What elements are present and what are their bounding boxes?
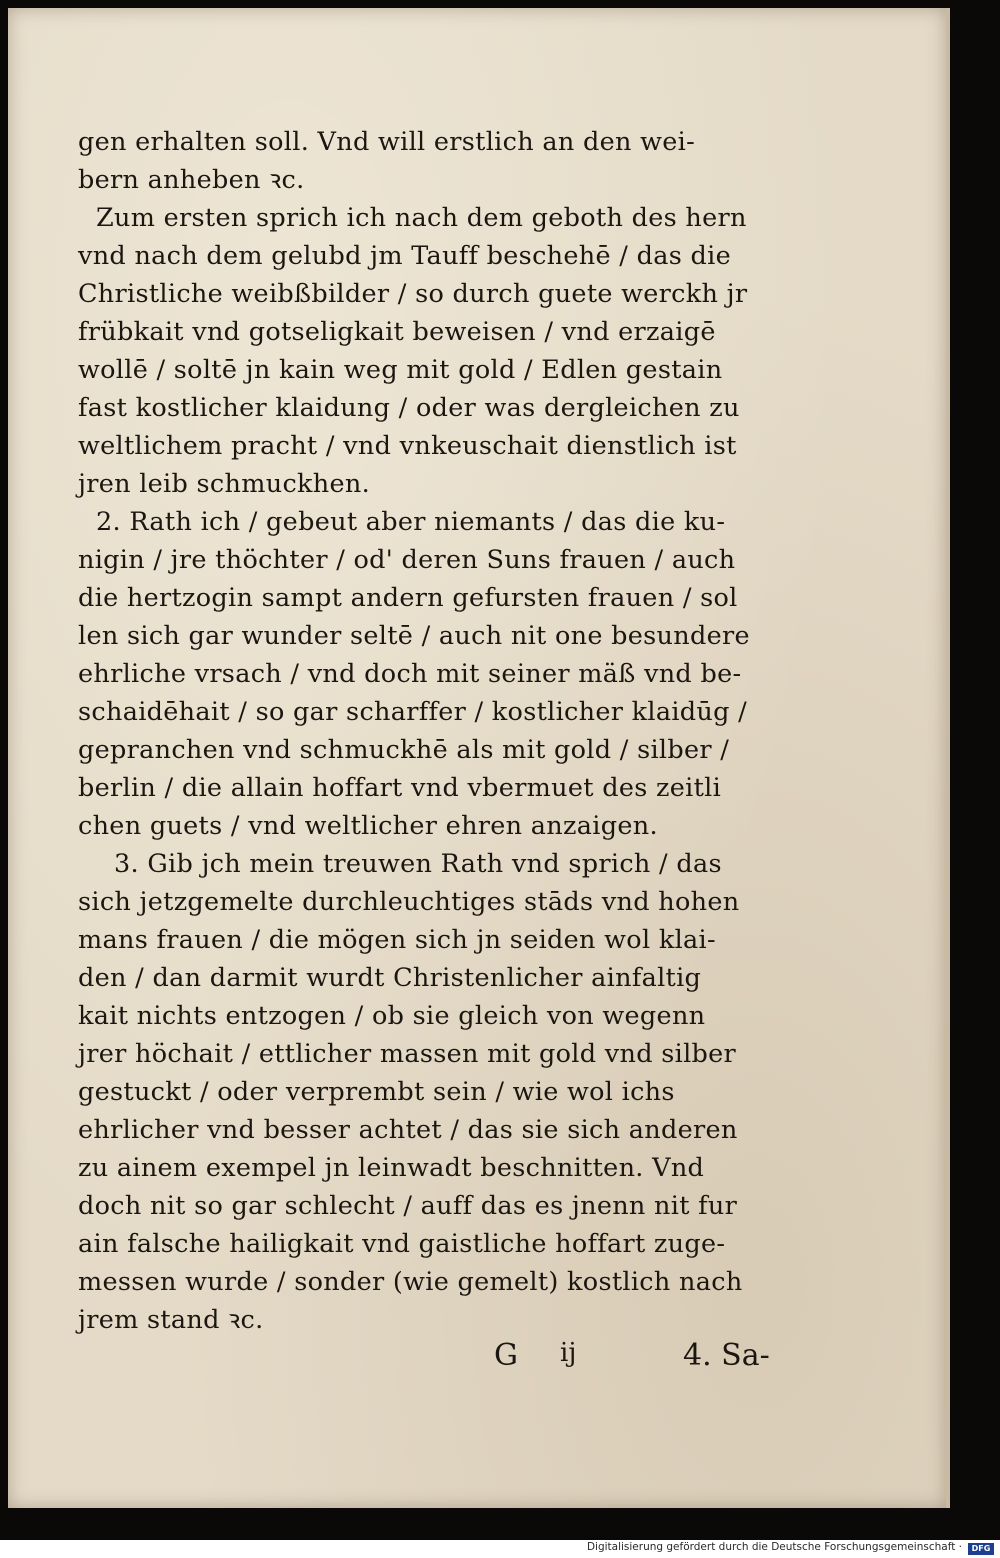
text-line: mans frauen / die mögen sich jn seiden wol klai- <box>78 925 716 955</box>
text-line: fast kostlicher klaidung / oder was dergleichen zu <box>78 393 740 423</box>
text-line: kait nichts entzogen / ob sie gleich von wegenn <box>78 1001 706 1031</box>
text-line: 3. Gib jch mein treuwen Rath vnd sprich / das <box>114 849 722 879</box>
digitization-credit: Digitalisierung gefördert durch die Deutsche Forschungsgemeinschaft · <box>586 1541 962 1553</box>
text-line: vnd nach dem gelubd jm Tauff beschehē / das die <box>78 241 731 271</box>
text-line: sich jetzgemelte durchleuchtiges stāds vnd hohen <box>78 887 740 917</box>
catchword: 4. Sa- <box>683 1338 770 1373</box>
text-line: Zum ersten sprich ich nach dem geboth des hern <box>96 203 747 233</box>
book-page <box>8 8 946 1508</box>
text-line: weltlichem pracht / vnd vnkeuschait dienstlich ist <box>78 431 737 461</box>
text-line: jrem stand ꝛc. <box>78 1305 264 1335</box>
text-line: frübkait vnd gotseligkait beweisen / vnd erzaigē <box>78 317 716 347</box>
text-line: zu ainem exempel jn leinwadt beschnitten. Vnd <box>78 1153 705 1183</box>
text-line: den / dan darmit wurdt Christenlicher ainfaltig <box>78 963 702 993</box>
text-line: gestuckt / oder verprembt sein / wie wol ichs <box>78 1077 675 1107</box>
signature-number: ij <box>560 1338 577 1368</box>
text-line: chen guets / vnd weltlicher ehren anzaigen. <box>78 811 658 841</box>
text-line: ain falsche hailigkait vnd gaistliche hoffart zuge- <box>78 1229 726 1259</box>
text-line: 2. Rath ich / gebeut aber niemants / das die ku- <box>96 507 726 537</box>
text-line: nigin / jre thöchter / od' deren Suns frauen / auch <box>78 545 736 575</box>
text-line: messen wurde / sonder (wie gemelt) kostlich nach <box>78 1267 743 1297</box>
text-line: doch nit so gar schlecht / auff das es jnenn nit fur <box>78 1191 738 1221</box>
text-line: schaidēhait / so gar scharffer / kostlicher klaidūg / <box>78 697 748 727</box>
text-line: ehrlicher vnd besser achtet / das sie sich anderen <box>78 1115 738 1145</box>
page-edge <box>946 8 950 1508</box>
digitization-footer <box>0 1540 1000 1558</box>
text-line: len sich gar wunder seltē / auch nit one besundere <box>78 621 750 651</box>
dfg-logo-icon: DFG <box>968 1543 994 1555</box>
text-line: jren leib schmuckhen. <box>78 469 371 499</box>
text-line: bern anheben ꝛc. <box>78 165 305 195</box>
text-line: gen erhalten soll. Vnd will erstlich an den wei- <box>78 127 695 157</box>
text-line: ehrliche vrsach / vnd doch mit seiner mäß vnd be- <box>78 659 742 689</box>
text-line: gepranchen vnd schmuckhē als mit gold / silber / <box>78 735 730 765</box>
signature-mark: G <box>494 1338 518 1373</box>
text-line: Christliche weibßbilder / so durch guete werckh jr <box>78 279 748 309</box>
text-line: wollē / soltē jn kain weg mit gold / Edlen gestain <box>78 355 723 385</box>
text-line: berlin / die allain hoffart vnd vbermuet des zeitli <box>78 773 722 803</box>
text-line: jrer höchait / ettlicher massen mit gold vnd silber <box>78 1039 737 1069</box>
text-line: die hertzogin sampt andern gefursten frauen / sol <box>78 583 738 613</box>
